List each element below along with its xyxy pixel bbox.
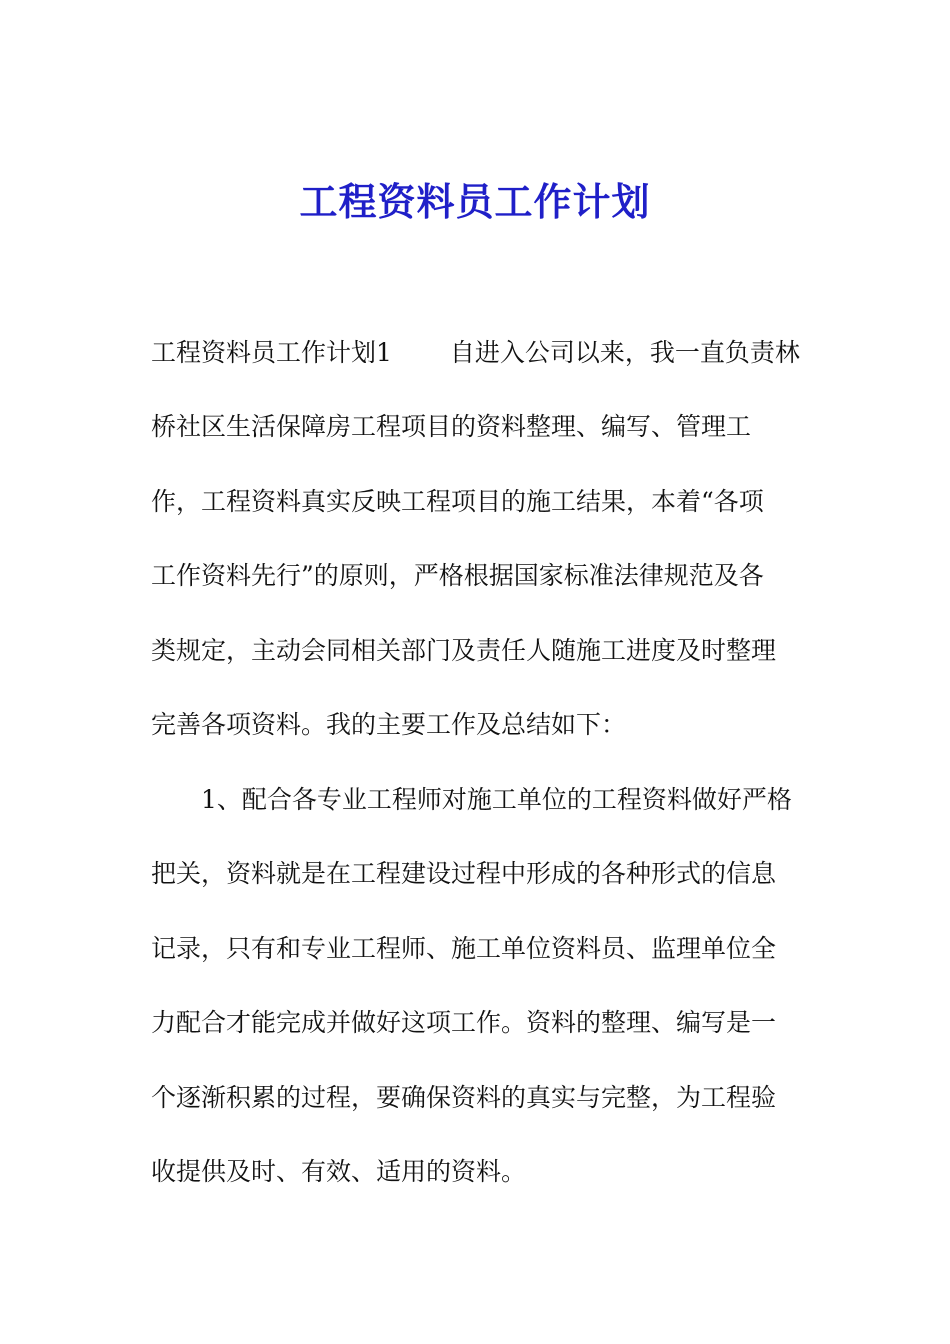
paragraph-line: 个逐渐积累的过程，要确保资料的真实与完整，为工程验 [151, 1083, 777, 1112]
paragraph-line: 1、配合各专业工程师对施工单位的工程资料做好严格 [201, 785, 792, 814]
section-heading: 工程资料员工作计划1 [151, 338, 392, 367]
paragraph-line: 把关，资料就是在工程建设过程中形成的各种形式的信息 [151, 859, 777, 888]
paragraph-line: 收提供及时、有效、适用的资料。 [151, 1157, 527, 1186]
paragraph-line: 作，工程资料真实反映工程项目的施工结果，本着“各项 [151, 487, 764, 516]
paragraph-text: 自进入公司以来，我一直负责林 [449, 338, 800, 367]
paragraph-line: 桥社区生活保障房工程项目的资料整理、编写、管理工 [151, 412, 752, 441]
paragraph-line: 类规定，主动会同相关部门及责任人随施工进度及时整理 [151, 636, 777, 665]
paragraph-line [151, 336, 831, 370]
document-title: 工程资料员工作计划 [299, 179, 651, 224]
paragraph-line: 记录，只有和专业工程师、施工单位资料员、监理单位全 [151, 934, 777, 963]
paragraph-line: 工作资料先行”的原则，严格根据国家标准法律规范及各 [151, 561, 764, 590]
paragraph-line: 完善各项资料。我的主要工作及总结如下： [151, 710, 627, 739]
paragraph-line: 力配合才能完成并做好这项工作。资料的整理、编写是一 [151, 1008, 777, 1037]
